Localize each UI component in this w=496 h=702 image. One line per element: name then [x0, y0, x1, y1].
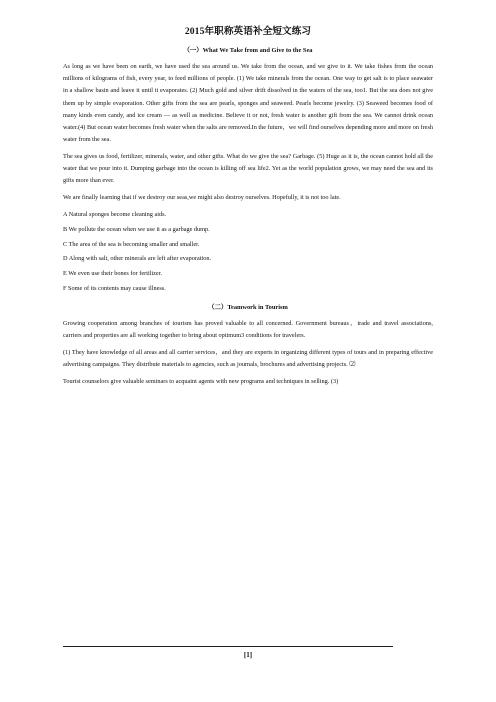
document-title: 2015年职称英语补全短文练习: [184, 26, 312, 37]
option-a: A Natural sponges become cleaning aids.: [63, 211, 167, 219]
section-2-paragraph-2: (1) They have knowledge of all areas and all carrier services，and they are experts in organizing different types of tours and in preparing effective advertising campaigns. They distribute materials to agencies, such as journals, brochures and advertising projects. ⑵: [63, 348, 433, 368]
page-number: [1]: [243, 651, 253, 659]
section-2-paragraph-1: Growing cooperation among branches of tourism has proved valuable to all concerned. Government bureaus，trade and travel associations, carriers and properties are all working together to bring about optimum3 conditions for travelers.: [63, 319, 433, 339]
section-heading-2: （二）Teamwork in Tourism: [208, 303, 288, 311]
section-2-paragraph-3: Tourist counselors give valuable seminars to acquaint agents with new programs and techniques in selling. (3): [63, 377, 339, 385]
option-d: D Along with salt, other minerals are left after evaporation.: [63, 255, 212, 263]
section-1-paragraph-1: As long as we have been on earth, we have used the sea around us. We take from the ocean, and we give to it. We take fishes from the ocean millions of kilograms of fish, every year, to feed millions of people. (1) We take minerals from the ocean. One way to get salt is to place seawater in a shallow basin and leave it until it evaporates. (2) Much gold and silver drift dissolved in the waters of the sea, too1. But the sea does not give them up by simple evaporation. Other gifts from the sea are pearls, sponges and seaweed. Pearls become jewelry. (3) Seaweed becomes food of many kinds even candy, and ice cream — as well as medicine. Believe it or not, fresh water is another gift from the sea. We cannot drink ocean water.(4) But ocean water becomes fresh water when the salts are removed.In the future，we will find ourselves depending more and more on fresh water from the sea.: [63, 63, 440, 144]
section-1-paragraph-2: The sea gives us food, fertilizer, minerals, water, and other gifts. What do we give the sea? Garbage. (5) Huge as it is, the ocean cannot hold all the water that we pour into it. Dumping garbage into the ocean is killing off sea life2. Yet as the world population grows, we may need the sea and its gifts more than ever.: [63, 153, 433, 185]
option-b: B We pollute the ocean when we use it as a garbage dump.: [63, 225, 210, 233]
section-1-paragraph-3: We are finally learning that if we destroy our seas,we might also destroy ourselves. Hopefully, it is not too late.: [63, 194, 341, 202]
option-c: C The area of the sea is becoming smaller and smaller.: [63, 240, 200, 248]
footer-divider: [63, 646, 393, 647]
option-e: E We even use their bones for fertilizer.: [63, 270, 162, 278]
section-heading-1: （一）What We Take from and Give to the Sea: [183, 47, 313, 54]
document-body: [63, 26, 440, 392]
option-f: F Some of its contents may cause illness.: [63, 284, 166, 292]
